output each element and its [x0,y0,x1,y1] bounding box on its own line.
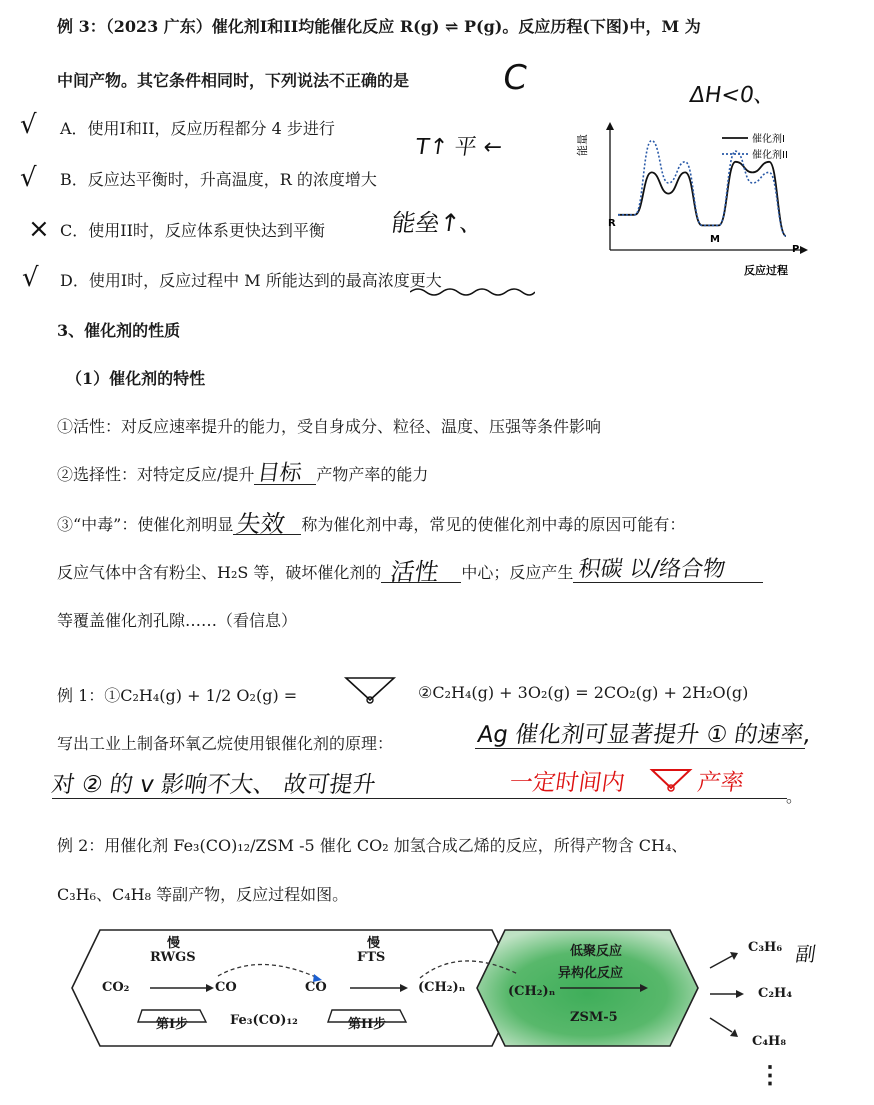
hand-note-c: 能垒↑、 [389,209,486,237]
fe-catalyst-label: Fe₃(CO)₁₂ [230,1013,298,1028]
step1-label: 第I步 [156,1017,189,1032]
wavy-underline [410,286,535,298]
byproduct-hand: 副 [794,942,818,966]
item-poisoning [57,510,686,538]
point-label-p: P [792,244,800,255]
example2-line2: C₃H₆、C₄H₈ 等副产物，反应过程如图。 [57,885,349,904]
example1-period: 。 [786,787,803,806]
example1-eq1: 例 1：①C₂H₄(g) + 1/2 O₂(g) = [57,686,298,705]
example1-eq2: ②C₂H₄(g) + 3O₂(g) = 2CO₂(g) + 2H₂O(g) [418,683,749,702]
slow-label-2: 慢 [367,936,381,951]
hand-note-b: T↑ 平 ← [413,135,504,160]
energy-profile-chart [572,116,812,281]
step2-label: 第II步 [348,1017,387,1032]
item-poisoning-pre: ③“中毒”：使催化剂明显 [57,515,234,534]
co-label-b: CO [305,980,327,995]
answer-underline-1 [475,748,805,749]
legend-label-1: 催化剂I [752,134,785,145]
item-poisoning-post: 称为催化剂中毒，常见的使催化剂中毒的原因可能有： [301,515,686,534]
option-c: C．使用II时，反应体系更快达到平衡 [60,221,325,240]
point-label-r: R [608,218,616,229]
more-products-dots: ⋮ [758,1060,782,1089]
rwgs-label: RWGS [150,950,196,965]
answer-underline-2 [52,798,787,799]
y-axis-arrow [606,122,614,130]
co-label-a: CO [215,980,237,995]
hand-product: 积碳 以/络合物 [577,557,728,582]
y-axis-label: 能量 [576,134,589,156]
item-selectivity-post: 产物产率的能力 [316,465,429,484]
item-selectivity [57,462,428,485]
point-label-m: M [710,234,720,245]
item-selectivity-pre: ②选择性：对特定反应/提升 [57,465,255,484]
blank-active [381,558,461,586]
option-b: B．反应达平衡时，升高温度，R 的浓度增大 [60,170,377,189]
option-a: A．使用I和II，反应历程都分 4 步进行 [60,119,335,138]
item-activity: ①活性：对反应速率提升的能力，受自身成分、粒径、温度、压强等条件影响 [57,417,602,436]
blank-product [573,557,763,583]
option-d: D．使用I时，反应过程中 M 所能达到的最高浓度更大 [60,271,442,290]
hand-fail: 失效 [235,510,287,538]
co2-label: CO₂ [102,980,130,995]
example1-prompt: 写出工业上制备环氧乙烷使用银催化剂的原理： [57,734,394,753]
item-causes [57,557,763,586]
item-cover: 等覆盖催化剂孔隙……（看信息） [57,611,298,630]
example1-answer-line1: Ag 催化剂可显著提升 ① 的速率, [475,722,813,748]
isomerization-label: 异构化反应 [558,966,624,981]
example1-answer-line2b: 一定时间内 [507,770,627,796]
check-mark-d: √ [22,263,39,293]
hand-active: 活性 [389,558,442,586]
zsm5-label: ZSM-5 [570,1010,618,1025]
example3-title: 例 3：（2023 广东）催化剂I和II均能催化反应 R(g) ⇌ P(g)。反应历程(下图)中，M 为 [57,17,701,36]
subsection-heading: （1）催化剂的特性 [66,369,206,388]
item-causes-pre: 反应气体中含有粉尘、H₂S 等，破坏催化剂的 [57,563,382,582]
ch2n-label: (CH₂)ₙ [418,980,466,995]
check-mark-b: √ [20,163,37,193]
example1-answer-line2c: 产率 [695,770,746,796]
epoxide-triangle-icon [342,672,398,706]
oligomerization-label: 低聚反应 [570,944,623,959]
example3-title-line2: 中间产物。其它条件相同时，下列说法不正确的是 [57,71,410,90]
product-c4h8: C₄H₈ [752,1034,787,1049]
x-axis-arrow [800,246,808,254]
section-heading: 3、催化剂的性质 [57,321,181,340]
answer-handwritten: C [500,58,530,98]
delta-h-note: ΔH<0、 [687,83,778,108]
legend-label-2: 催化剂II [752,150,788,161]
example2-line1: 例 2：用催化剂 Fe₃(CO)₁₂/ZSM -5 催化 CO₂ 加氢合成乙烯的反应，所得产物含 CH₄、 [57,836,688,855]
check-mark-a: √ [20,110,37,140]
example1-answer-line2a: 对 ② 的 v 影响不大、 故可提升 [49,772,378,798]
item-causes-mid: 中心；反应产生 [461,563,574,582]
ch2n-label-b: (CH₂)ₙ [508,984,556,999]
product-c3h6: C₃H₆ [748,940,783,955]
x-axis-label: 反应过程 [744,264,788,277]
slow-label-1: 慢 [167,936,181,951]
blank-fail [233,510,301,538]
blank-target [254,461,316,486]
product-c2h4: C₂H₄ [758,986,793,1001]
red-epoxide-icon [648,764,694,794]
hand-target: 目标 [256,461,304,486]
cross-mark-c: × [28,214,50,244]
fts-label: FTS [357,950,386,965]
